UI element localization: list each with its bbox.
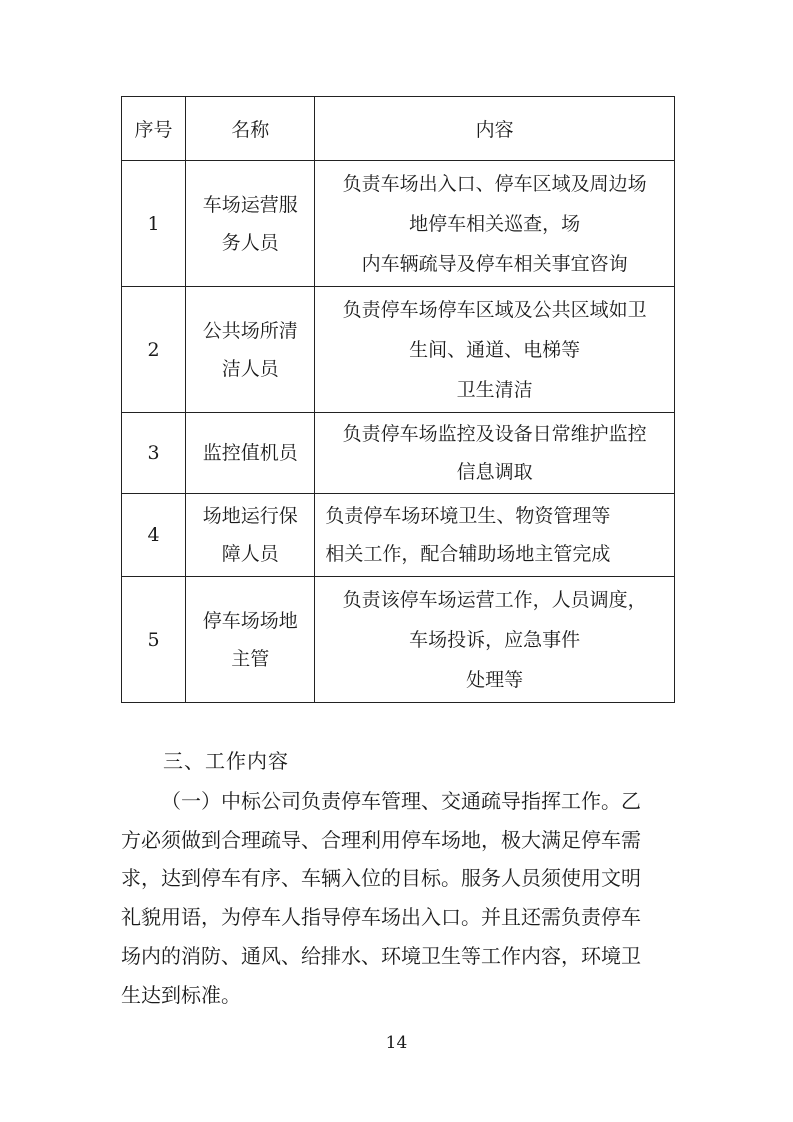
role-content-line: 内车辆疏导及停车相关事宜咨询 bbox=[361, 252, 628, 275]
role-name bbox=[186, 413, 315, 494]
role-content-line: 负责该停车场运营工作，人员调度， bbox=[342, 588, 647, 611]
role-content bbox=[315, 577, 675, 703]
paragraph-line: 方必须做到合理疏导、合理利用停车场地，极大满足停车需 bbox=[121, 827, 641, 852]
role-content bbox=[315, 287, 675, 413]
role-content-line: 负责车场出入口、停车区域及周边场 bbox=[342, 172, 647, 195]
role-name bbox=[186, 494, 315, 577]
role-content-line: 卫生清洁 bbox=[456, 378, 533, 401]
body-paragraph bbox=[121, 782, 677, 1014]
table-row bbox=[122, 413, 675, 494]
role-content-line: 负责停车场停车区域及公共区域如卫 bbox=[342, 298, 647, 321]
table-header-row bbox=[122, 97, 675, 161]
role-content-line: 处理等 bbox=[466, 668, 524, 691]
role-content-line: 信息调取 bbox=[456, 461, 533, 483]
role-content bbox=[315, 494, 675, 577]
table-row bbox=[122, 287, 675, 413]
paragraph-line: 求，达到停车有序、车辆入位的目标。服务人员须使用文明 bbox=[121, 866, 641, 891]
row-number: 5 bbox=[122, 577, 186, 703]
role-name bbox=[186, 161, 315, 287]
role-name bbox=[186, 577, 315, 703]
table-row bbox=[122, 494, 675, 577]
header-content: 内容 bbox=[315, 97, 675, 161]
role-content-line: 负责停车场监控及设备日常维护监控 bbox=[342, 423, 647, 445]
role-name bbox=[186, 287, 315, 413]
role-content-line: 相关工作，配合辅助场地主管完成 bbox=[325, 543, 611, 565]
role-name-line: 障人员 bbox=[221, 543, 279, 565]
role-content-line: 生间、通道、电梯等 bbox=[409, 338, 581, 361]
row-number: 4 bbox=[122, 494, 186, 577]
row-number: 1 bbox=[122, 161, 186, 287]
paragraph-line: 生达到标准。 bbox=[121, 982, 241, 1007]
paragraph-line: （一）中标公司负责停车管理、交通疏导指挥工作。乙 bbox=[161, 789, 641, 813]
role-content-line: 车场投诉，应急事件 bbox=[409, 628, 581, 651]
page-number: 14 bbox=[385, 1033, 408, 1053]
table-row bbox=[122, 161, 675, 287]
paragraph-line: 礼貌用语，为停车人指导停车场出入口。并且还需负责停车 bbox=[121, 905, 641, 930]
role-name-line: 洁人员 bbox=[221, 357, 279, 380]
paragraph-line: 场内的消防、通风、给排水、环境卫生等工作内容，环境卫 bbox=[121, 943, 641, 968]
role-name-line: 公共场所清 bbox=[202, 319, 298, 342]
section-title: 三、工作内容 bbox=[163, 749, 289, 773]
role-name-line: 务人员 bbox=[221, 231, 279, 254]
role-name-line: 车场运营服 bbox=[202, 193, 298, 216]
role-name-line: 监控值机员 bbox=[202, 442, 298, 464]
role-name-line: 停车场场地 bbox=[202, 609, 298, 632]
table-row bbox=[122, 577, 675, 703]
role-content bbox=[315, 161, 675, 287]
role-content bbox=[315, 413, 675, 494]
row-number: 3 bbox=[122, 413, 186, 494]
header-no: 序号 bbox=[122, 97, 186, 161]
header-name: 名称 bbox=[186, 97, 315, 161]
role-content-line: 地停车相关巡查，场 bbox=[409, 212, 581, 235]
role-content-line: 负责停车场环境卫生、物资管理等 bbox=[325, 505, 611, 527]
row-number: 2 bbox=[122, 287, 186, 413]
role-name-line: 场地运行保 bbox=[202, 505, 298, 527]
role-name-line: 主管 bbox=[231, 647, 270, 670]
duty-table bbox=[121, 96, 675, 703]
